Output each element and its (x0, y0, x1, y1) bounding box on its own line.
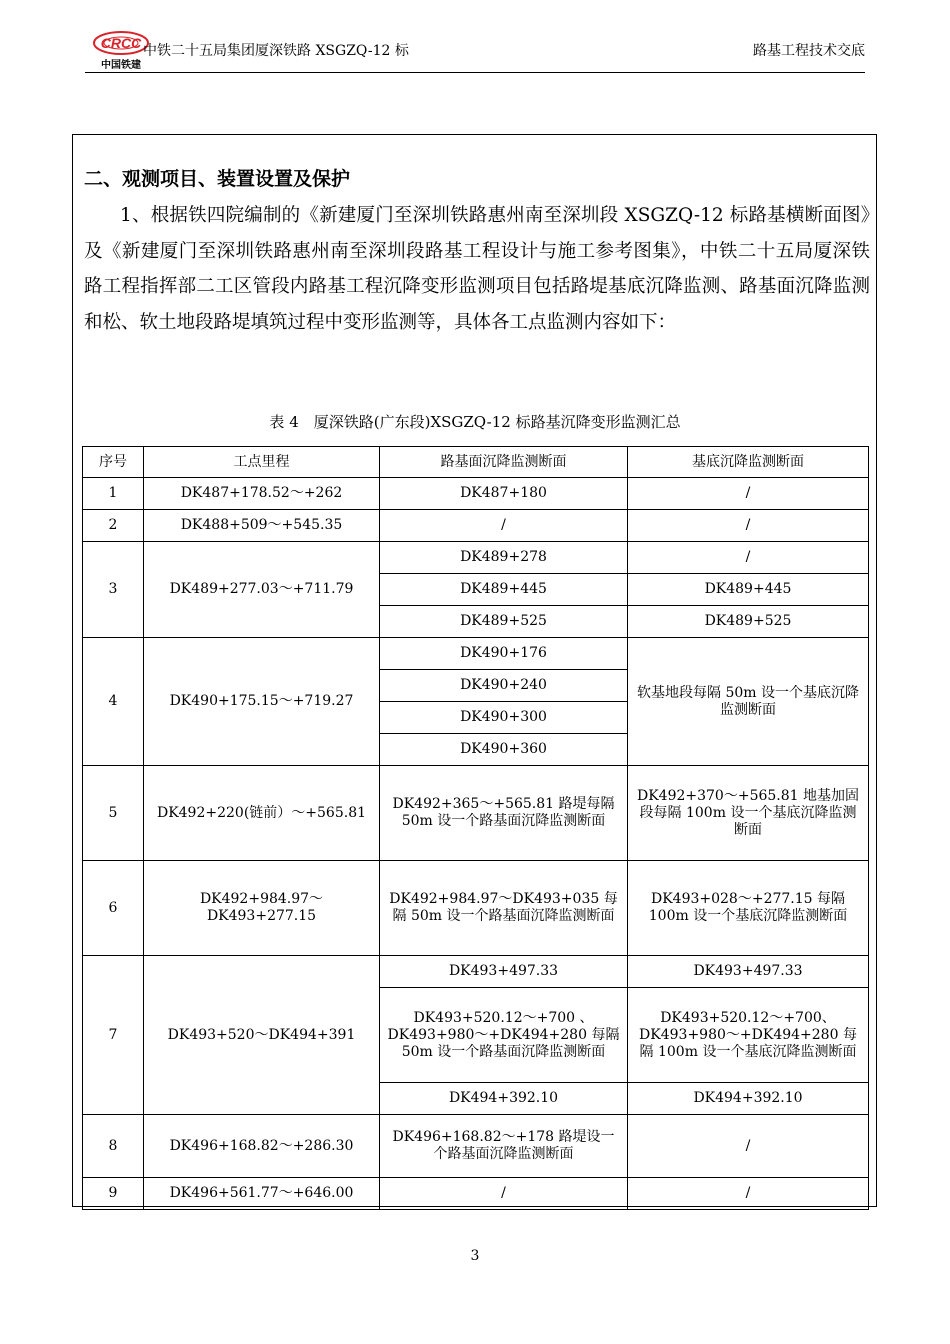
cell-surface: DK493+520.12～+700 、DK493+980～+DK494+280 每隔 50m 设一个路基面沉降监测断面 (380, 988, 628, 1083)
cell-surface: DK487+180 (380, 478, 628, 510)
page-header (85, 28, 865, 74)
cell-base: DK493+028～+277.15 每隔 100m 设一个基底沉降监测断面 (628, 861, 869, 956)
table-row (83, 1178, 869, 1210)
cell-mileage: DK493+520～DK494+391 (144, 956, 380, 1115)
cell-base: / (628, 1178, 869, 1210)
table-row (83, 638, 869, 670)
cell-mileage: DK492+220(链前）～+565.81 (144, 766, 380, 861)
cell-base: 软基地段每隔 50m 设一个基底沉降监测断面 (628, 638, 869, 766)
cell-surface: DK494+392.10 (380, 1083, 628, 1115)
table-header-row (83, 447, 869, 478)
cell-surface: DK496+168.82～+178 路堤设一个路基面沉降监测断面 (380, 1115, 628, 1178)
cell-surface: DK489+525 (380, 606, 628, 638)
cell-base: / (628, 510, 869, 542)
cell-base: DK489+525 (628, 606, 869, 638)
logo-text: CRCC (100, 35, 142, 51)
cell-base: / (628, 478, 869, 510)
cell-surface: DK493+497.33 (380, 956, 628, 988)
cell-base: DK494+392.10 (628, 1083, 869, 1115)
header-cell-mileage: 工点里程 (144, 447, 380, 478)
table-row (83, 861, 869, 956)
cell-surface: DK492+365～+565.81 路堤每隔 50m 设一个路基面沉降监测断面 (380, 766, 628, 861)
cell-no: 6 (83, 861, 144, 956)
cell-base: DK493+497.33 (628, 956, 869, 988)
cell-no: 8 (83, 1115, 144, 1178)
cell-mileage: DK488+509～+545.35 (144, 510, 380, 542)
page-number: 3 (470, 1248, 480, 1264)
table-row (83, 478, 869, 510)
header-cell-surface: 路基面沉降监测断面 (380, 447, 628, 478)
cell-base: DK489+445 (628, 574, 869, 606)
cell-no: 3 (83, 542, 144, 638)
cell-mileage: DK487+178.52～+262 (144, 478, 380, 510)
header-project-title: 中铁二十五局集团厦深铁路 XSGZQ-12 标 (143, 43, 409, 59)
cell-no: 7 (83, 956, 144, 1115)
cell-surface: DK490+300 (380, 702, 628, 734)
table-row (83, 542, 869, 574)
cell-no: 5 (83, 766, 144, 861)
cell-mileage: DK489+277.03～+711.79 (144, 542, 380, 638)
cell-no: 9 (83, 1178, 144, 1210)
header-doc-title: 路基工程技术交底 (753, 43, 865, 59)
table-row (83, 1115, 869, 1178)
cell-mileage: DK496+561.77～+646.00 (144, 1178, 380, 1210)
cell-base: DK493+520.12～+700、DK493+980～+DK494+280 每隔 100m 设一个基底沉降监测断面 (628, 988, 869, 1083)
cell-surface: DK492+984.97～DK493+035 每隔 50m 设一个路基面沉降监测断面 (380, 861, 628, 956)
table-row (83, 510, 869, 542)
cell-surface: DK489+445 (380, 574, 628, 606)
monitoring-summary-table (82, 446, 869, 1210)
table-row (83, 766, 869, 861)
cell-surface: / (380, 1178, 628, 1210)
cell-mileage: DK490+175.15～+719.27 (144, 638, 380, 766)
logo-subtext: 中国铁建 (101, 60, 141, 71)
cell-base: DK492+370～+565.81 地基加固段每隔 100m 设一个基底沉降监测断面 (628, 766, 869, 861)
cell-surface: DK490+240 (380, 670, 628, 702)
cell-mileage: DK496+168.82～+286.30 (144, 1115, 380, 1178)
cell-no: 1 (83, 478, 144, 510)
cell-surface: DK489+278 (380, 542, 628, 574)
cell-surface: / (380, 510, 628, 542)
cell-base: / (628, 1115, 869, 1178)
header-divider (85, 72, 865, 73)
table-row (83, 956, 869, 988)
cell-no: 2 (83, 510, 144, 542)
table-caption: 表 4 厦深铁路(广东段)XSGZQ-12 标路基沉降变形监测汇总 (269, 413, 681, 431)
cell-surface: DK490+360 (380, 734, 628, 766)
cell-no: 4 (83, 638, 144, 766)
cell-mileage: DK492+984.97～DK493+277.15 (144, 861, 380, 956)
header-cell-no: 序号 (83, 447, 144, 478)
cell-base: / (628, 542, 869, 574)
cell-surface: DK490+176 (380, 638, 628, 670)
section-paragraph: 1、根据铁四院编制的《新建厦门至深圳铁路惠州南至深圳段 XSGZQ-12 标路基横断面图》及《新建厦门至深圳铁路惠州南至深圳段路基工程设计与施工参考图集》，中铁二十五局厦深铁路工程指挥部二工区管段内路基工程沉降变形监测项目包括路堤基底沉降监测、路基面沉降监测和松、软土地段路堤填筑过程中变形监测等，具体各工点监测内容如下： (84, 205, 870, 333)
header-cell-base: 基底沉降监测断面 (628, 447, 869, 478)
section-heading: 二、观测项目、装置设置及保护 (84, 168, 351, 190)
